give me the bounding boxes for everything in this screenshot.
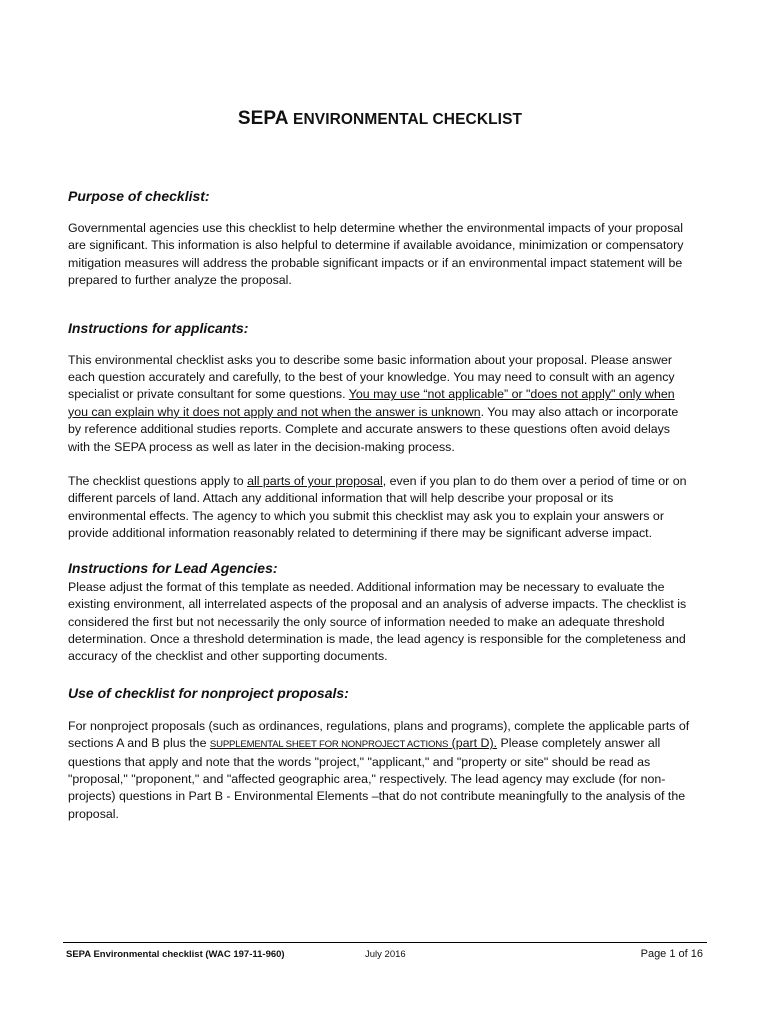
applicants-p2-text-a: The checklist questions apply to [68,474,248,489]
supplemental-sheet-link: SUPPLEMENTAL SHEET FOR NONPROJECT ACTIONS [209,739,449,751]
applicants-paragraph-1 [68,352,692,456]
purpose-heading: Purpose of checklist: [68,188,210,204]
applicants-p1-text-a: This environmental checklist asks you to describe some basic information about your proposal. Please answer each question accurately and carefully, to the best of your knowledge. You may need to consult with an agency specialist or private consultant for some questions. [68,352,675,402]
applicants-section [68,320,692,543]
document-body [68,108,692,823]
nonproject-text-b: Please completely answer all questions that apply and note that the words "project," "applicant," and "property or site" should be read as "proposal," "proponent," and "affected geographic area," respectively. The lead agency may exclude (for non-projects) questions in Part B - Environmental Elements –that do not contribute meaningfully to the analysis of the proposal. [68,736,686,821]
page-footer [63,942,707,963]
applicants-p2-text-b: , even if you plan to do them over a period of time or on different parcels of land. Attach any additional information that will help describe your proposal or its environmental effects. The agency to which you submit this checklist may ask you to explain your answers or provide additional information reasonably related to determining if there may be significant adverse impact. [68,474,687,541]
applicants-p1-underlined: You may use “not applicable” or "does not apply" only when you can explain why it does not apply and not when the answer is unknown [68,387,675,419]
footer-page-number: Page 1 of 16 [640,948,703,960]
nonproject-heading: Use of checklist for nonproject proposals: [68,684,349,701]
lead-agencies-section [68,560,692,666]
title-sepa: SEPA [237,108,289,129]
applicants-p2-underlined: all parts of your proposal [247,474,383,489]
supplemental-sheet-link-tail: (part D). [448,736,498,751]
lead-agencies-heading: Instructions for Lead Agencies: [68,559,278,576]
footer-document-reference: SEPA Environmental checklist (WAC 197-11-960) [66,949,285,960]
purpose-paragraph: Governmental agencies use this checklist to help determine whether the environmental impacts of your proposal are significant. This information is also helpful to determine if available avoidance, minimization or compensatory mitigation measures will address the probable significant impacts or if an environmental impact statement will be prepared to further analyze the proposal. [68,221,684,288]
nonproject-paragraph [68,718,692,823]
footer-date: July 2016 [365,949,406,960]
applicants-paragraph-2 [68,473,692,543]
applicants-heading: Instructions for applicants: [68,319,249,336]
document-title [68,108,692,130]
nonproject-section [68,685,692,823]
nonproject-text-a: For nonproject proposals (such as ordinances, regulations, plans and programs), complete the applicable parts of sections A and B plus the [68,718,690,751]
lead-agencies-paragraph: Please adjust the format of this template as needed. Additional information may be necessary to evaluate the existing environment, all interrelated aspects of the proposal and an analysis of adverse impacts. The checklist is considered the first but not necessarily the only source of information needed to make an adequate threshold determination. Once a threshold determination is made, the lead agency is responsible for the completeness and accuracy of the checklist and other supporting documents. [68,579,687,664]
title-rest: ENVIRONMENTAL CHECKLIST [288,111,523,128]
applicants-p1-text-b: . You may also attach or incorporate by reference additional studies reports. Complete and accurate answers to these questions often avoid delays with the SEPA process as well as later in the decision-making process. [68,404,679,454]
